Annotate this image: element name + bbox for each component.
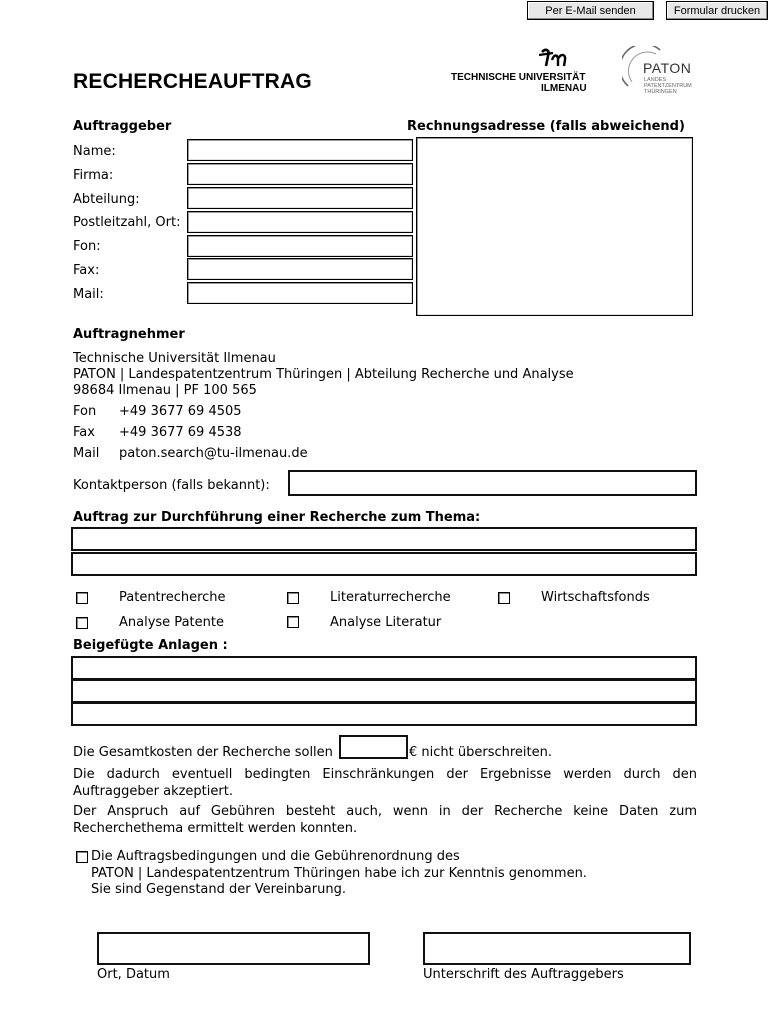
tu-logo-line1: TECHNISCHE UNIVERSITÄT	[451, 72, 586, 83]
costs-paragraph-1: Die dadurch eventuell bedingten Einschränkungen der Ergebnisse werden durch den Auftraggeber akzeptiert.	[73, 767, 697, 799]
contractor-line2: PATON | Landespatentzentrum Thüringen | Abteilung Recherche und Analyse	[73, 367, 574, 382]
literature-analysis-checkbox[interactable]	[287, 616, 299, 628]
terms-line3: Sie sind Gegenstand der Vereinbarung.	[91, 882, 346, 897]
costs-paragraph-2: Der Anspruch auf Gebühren besteht auch, wenn in der Recherche keine Daten zum Recherchethema ermittelt werden konnten.	[73, 804, 697, 836]
max-costs-input[interactable]	[339, 735, 408, 759]
attachments-input-1[interactable]	[71, 656, 697, 680]
literature-search-checkbox[interactable]	[287, 592, 299, 604]
mail-label: Mail:	[73, 287, 104, 302]
company-input[interactable]	[187, 163, 413, 185]
contractor-mail-value: paton.search@tu-ilmenau.de	[119, 446, 308, 461]
terms-line2: PATON | Landespatentzentrum Thüringen habe ich zur Kenntnis genommen.	[91, 866, 587, 881]
tu-logo-mark-icon	[536, 46, 576, 70]
email-send-button[interactable]: Per E-Mail senden	[527, 1, 654, 20]
economic-funds-checkbox[interactable]	[498, 592, 510, 604]
costs-text-after: € nicht überschreiten.	[409, 745, 552, 760]
contact-person-input[interactable]	[288, 470, 697, 496]
tu-logo-line2: ILMENAU	[541, 83, 587, 94]
department-input[interactable]	[187, 187, 413, 209]
phone-input[interactable]	[187, 235, 413, 257]
patent-analysis-checkbox[interactable]	[76, 617, 88, 629]
patent-search-checkbox[interactable]	[76, 592, 88, 604]
attachments-input-2[interactable]	[71, 679, 697, 703]
contractor-line3: 98684 Ilmenau | PF 100 565	[73, 383, 257, 398]
literature-analysis-label: Analyse Literatur	[330, 615, 442, 630]
place-date-label: Ort, Datum	[97, 967, 170, 982]
paton-logo-subtitle	[644, 77, 692, 95]
terms-line1: Die Auftragsbedingungen und die Gebührenordnung des	[91, 849, 460, 864]
terms-accept-checkbox[interactable]	[76, 851, 88, 863]
contractor-phone-label: Fon	[73, 404, 97, 419]
attachments-heading: Beigefügte Anlagen :	[73, 638, 228, 653]
signature-input[interactable]	[423, 932, 691, 965]
zip-city-label: Postleitzahl, Ort:	[73, 215, 181, 230]
attachments-input-3[interactable]	[71, 702, 697, 726]
paton-logo-name: PATON	[643, 60, 692, 76]
patent-search-label: Patentrecherche	[119, 590, 226, 605]
topic-input-2[interactable]	[71, 552, 697, 576]
economic-funds-label: Wirtschaftsfonds	[541, 590, 650, 605]
fax-label: Fax:	[73, 263, 100, 278]
paton-logo-sub2: PATENTZENTRUM	[644, 83, 692, 89]
place-date-input[interactable]	[97, 932, 370, 965]
print-form-button[interactable]: Formular drucken	[666, 1, 768, 20]
contact-person-label: Kontaktperson (falls bekannt):	[73, 478, 270, 493]
tu-ilmenau-logo	[448, 46, 598, 98]
contractor-mail-label: Mail	[73, 446, 100, 461]
billing-heading: Rechnungsadresse (falls abweichend)	[407, 119, 685, 134]
company-label: Firma:	[73, 168, 114, 183]
page-title: RECHERCHEAUFTRAG	[73, 70, 312, 93]
zip-city-input[interactable]	[187, 211, 413, 233]
contractor-line1: Technische Universität Ilmenau	[73, 351, 276, 366]
paton-logo-sub1: LANDES	[644, 77, 667, 83]
contractor-heading: Auftragnehmer	[73, 327, 185, 342]
topic-input-1[interactable]	[71, 527, 697, 551]
client-heading: Auftraggeber	[73, 119, 172, 134]
department-label: Abteilung:	[73, 192, 140, 207]
signature-label: Unterschrift des Auftraggebers	[423, 967, 624, 982]
costs-text-before: Die Gesamtkosten der Recherche sollen	[73, 745, 333, 760]
name-input[interactable]	[187, 139, 413, 161]
patent-analysis-label: Analyse Patente	[119, 615, 224, 630]
billing-address-textarea[interactable]	[416, 137, 693, 316]
contractor-phone-value: +49 3677 69 4505	[119, 404, 242, 419]
name-label: Name:	[73, 144, 116, 159]
paton-logo-sub3: THÜRINGEN	[644, 89, 677, 95]
fax-input[interactable]	[187, 258, 413, 280]
contractor-fax-label: Fax	[73, 425, 95, 440]
topic-heading: Auftrag zur Durchführung einer Recherche zum Thema:	[73, 510, 481, 525]
literature-search-label: Literaturrecherche	[330, 590, 451, 605]
paton-logo	[622, 46, 702, 98]
mail-input[interactable]	[187, 282, 413, 304]
contractor-fax-value: +49 3677 69 4538	[119, 425, 242, 440]
phone-label: Fon:	[73, 239, 101, 254]
